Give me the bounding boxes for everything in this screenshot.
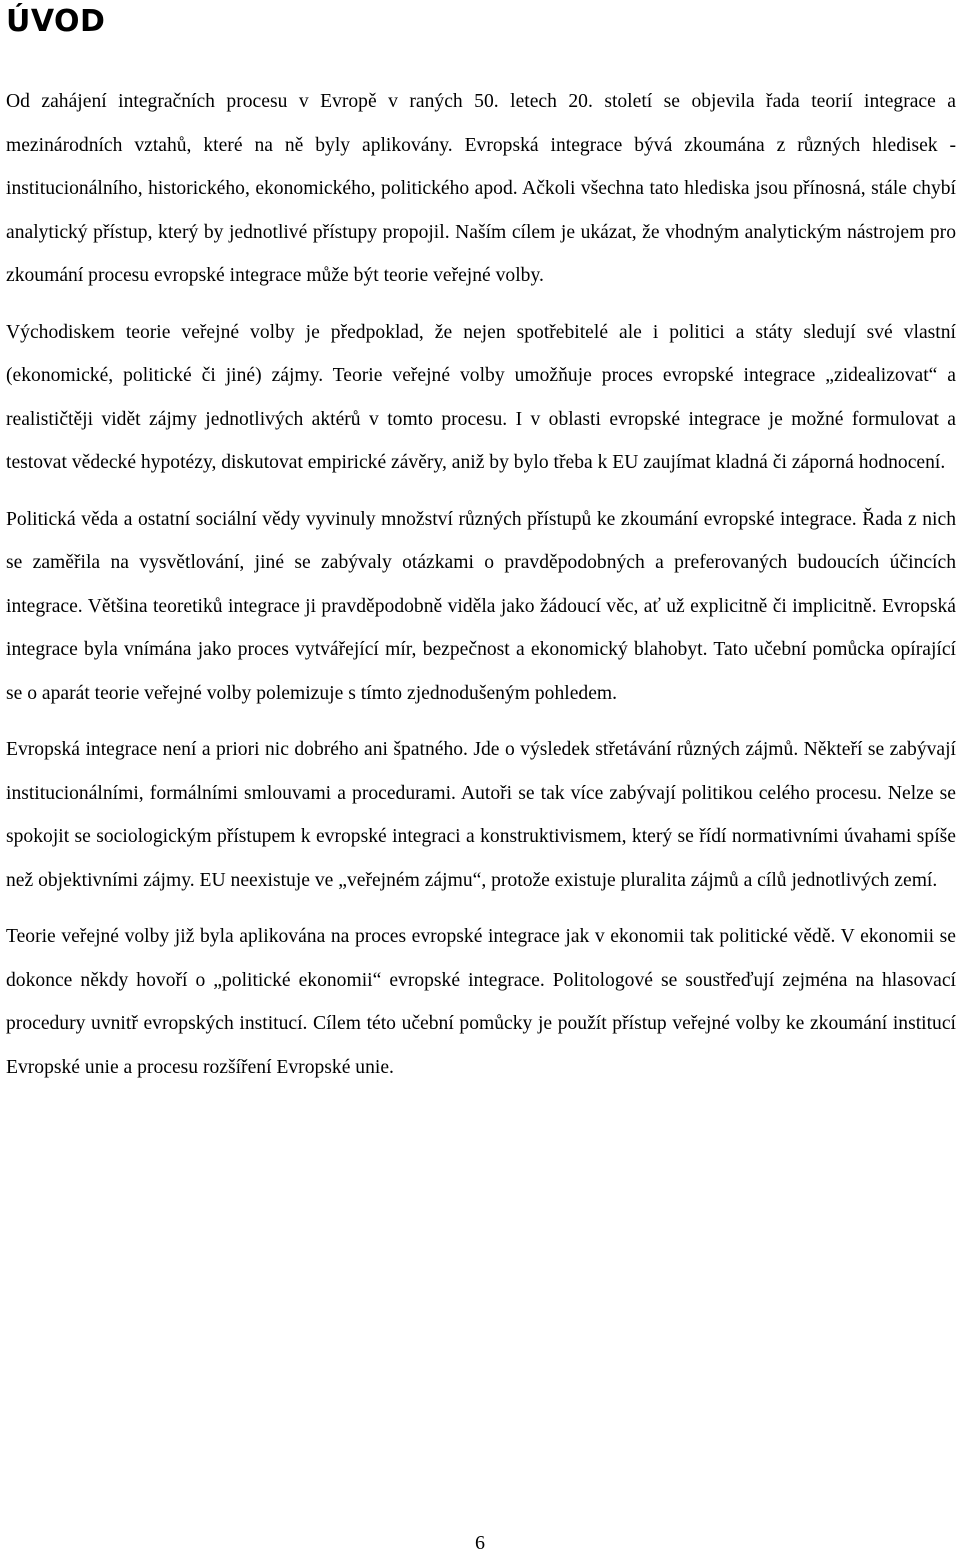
page-title: ÚVOD (6, 4, 106, 39)
paragraph: Teorie veřejné volby již byla aplikována na proces evropské integrace jak v ekonomii tak politické vědě. V ekonomii se dokonce někdy hovoří o „politické ekonomii“ evropské integrace. Politologové se soustřeďují zejména na hlasovací procedury uvnitř evropských institucí. Cílem této učební pomůcky je použít přístup veřejné volby ke zkoumání institucí Evropské unie a procesu rozšíření Evropské unie. (6, 926, 956, 1078)
page-number: 6 (475, 1532, 485, 1554)
paragraph: Východiskem teorie veřejné volby je předpoklad, že nejen spotřebitelé ale i politici a státy sledují své vlastní (ekonomické, politické či jiné) zájmy. Teorie veřejné volby umožňuje proces evropské integrace „zidealizovat“ a realističtěji vidět zájmy jednotlivých aktérů v tomto procesu. I v oblasti evropské integrace je možné formulovat a testovat vědecké hypotézy, diskutovat empirické závěry, aniž by bylo třeba k EU zaujímat kladná či záporná hodnocení. (6, 321, 956, 473)
paragraph: Politická věda a ostatní sociální vědy vyvinuly množství různých přístupů ke zkoumání evropské integrace. Řada z nich se zaměřila na vysvětlování, jiné se zabývaly otázkami o pravděpodobných a preferovaných budoucích účincích integrace. Většina teoretiků integrace ji pravděpodobně viděla jako žádoucí věc, ať už explicitně či implicitně. Evropská integrace byla vnímána jako proces vytvářející mír, bezpečnost a ekonomický blahobyt. Tato učební pomůcka opírající se o aparát teorie veřejné volby polemizuje s tímto zjednodušeným pohledem. (6, 508, 956, 704)
paragraph: Od zahájení integračních procesu v Evropě v raných 50. letech 20. století se objevila řada teorií integrace a mezinárodních vztahů, které na ně byly aplikovány. Evropská integrace bývá zkoumána z různých hledisek - institucionálního, historického, ekonomického, politického apod. Ačkoli všechna tato hlediska jsou přínosná, stále chybí analytický přístup, který by jednotlivé přístupy propojil. Naším cílem je ukázat, že vhodným analytickým nástrojem pro zkoumání procesu evropské integrace může být teorie veřejné volby. (6, 91, 956, 286)
paragraph: Evropská integrace není a priori nic dobrého ani špatného. Jde o výsledek střetávání různých zájmů. Někteří se zabývají institucionálními, formálními smlouvami a procedurami. Autoři se tak více zabývají politikou celého procesu. Nelze se spokojit se sociologickým přístupem k evropské integraci a konstruktivismem, který se řídí normativními úvahami spíše než objektivními zájmy. EU neexistuje ve „veřejném zájmu“, protože existuje pluralita zájmů a cílů jednotlivých zemí. (6, 739, 956, 891)
body-text (6, 80, 956, 1102)
